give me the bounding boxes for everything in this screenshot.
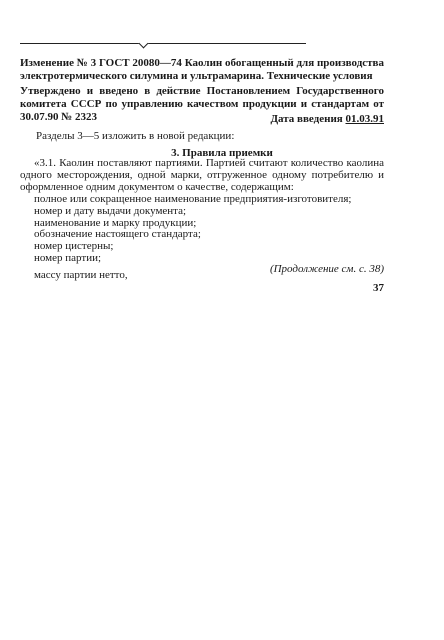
page-number: 37	[373, 282, 384, 294]
clause-paragraph: «3.1. Каолин поставляют партиями. Партией считают количество каолина одного месторождения, одной марки, отгруженное одному потребителю и оформленное одним документом о качестве, содержащим:	[20, 157, 384, 193]
list-item: наименование и марку продукции;	[34, 216, 197, 229]
list-item: обозначение настоящего стандарта;	[34, 228, 201, 241]
list-item: номер и дату выдачи документа;	[34, 204, 187, 217]
list-item: номер партии;	[34, 251, 102, 264]
sections-note: Разделы 3—5 изложить в новой редакции:	[36, 130, 235, 142]
approval-statement: Утверждено и введено в действие Постановлением Государственного комитета СССР по управлению качеством продукции и стандартам от 30.07.90 № 2323	[20, 85, 384, 123]
continuation-note: (Продолжение см. с. 38)	[269, 263, 384, 275]
effective-date-value: 01.03.91	[345, 113, 384, 125]
section-heading: 3. Правила приемки	[171, 147, 273, 159]
effective-date-label: Дата введения	[270, 113, 343, 125]
list-item: массу партии нетто,	[34, 268, 128, 281]
top-rule-mark	[139, 39, 149, 49]
effective-date-line	[270, 113, 384, 126]
list-item: полное или сокращенное наименование предприятия-изготовителя;	[34, 193, 352, 205]
amendment-title: Изменение № 3 ГОСТ 20080—74 Каолин обогащенный для производства электротермического силумина и ультрамарина. Технические условия	[20, 57, 384, 82]
top-rule	[20, 43, 306, 44]
list-item: номер цистерны;	[34, 240, 114, 253]
